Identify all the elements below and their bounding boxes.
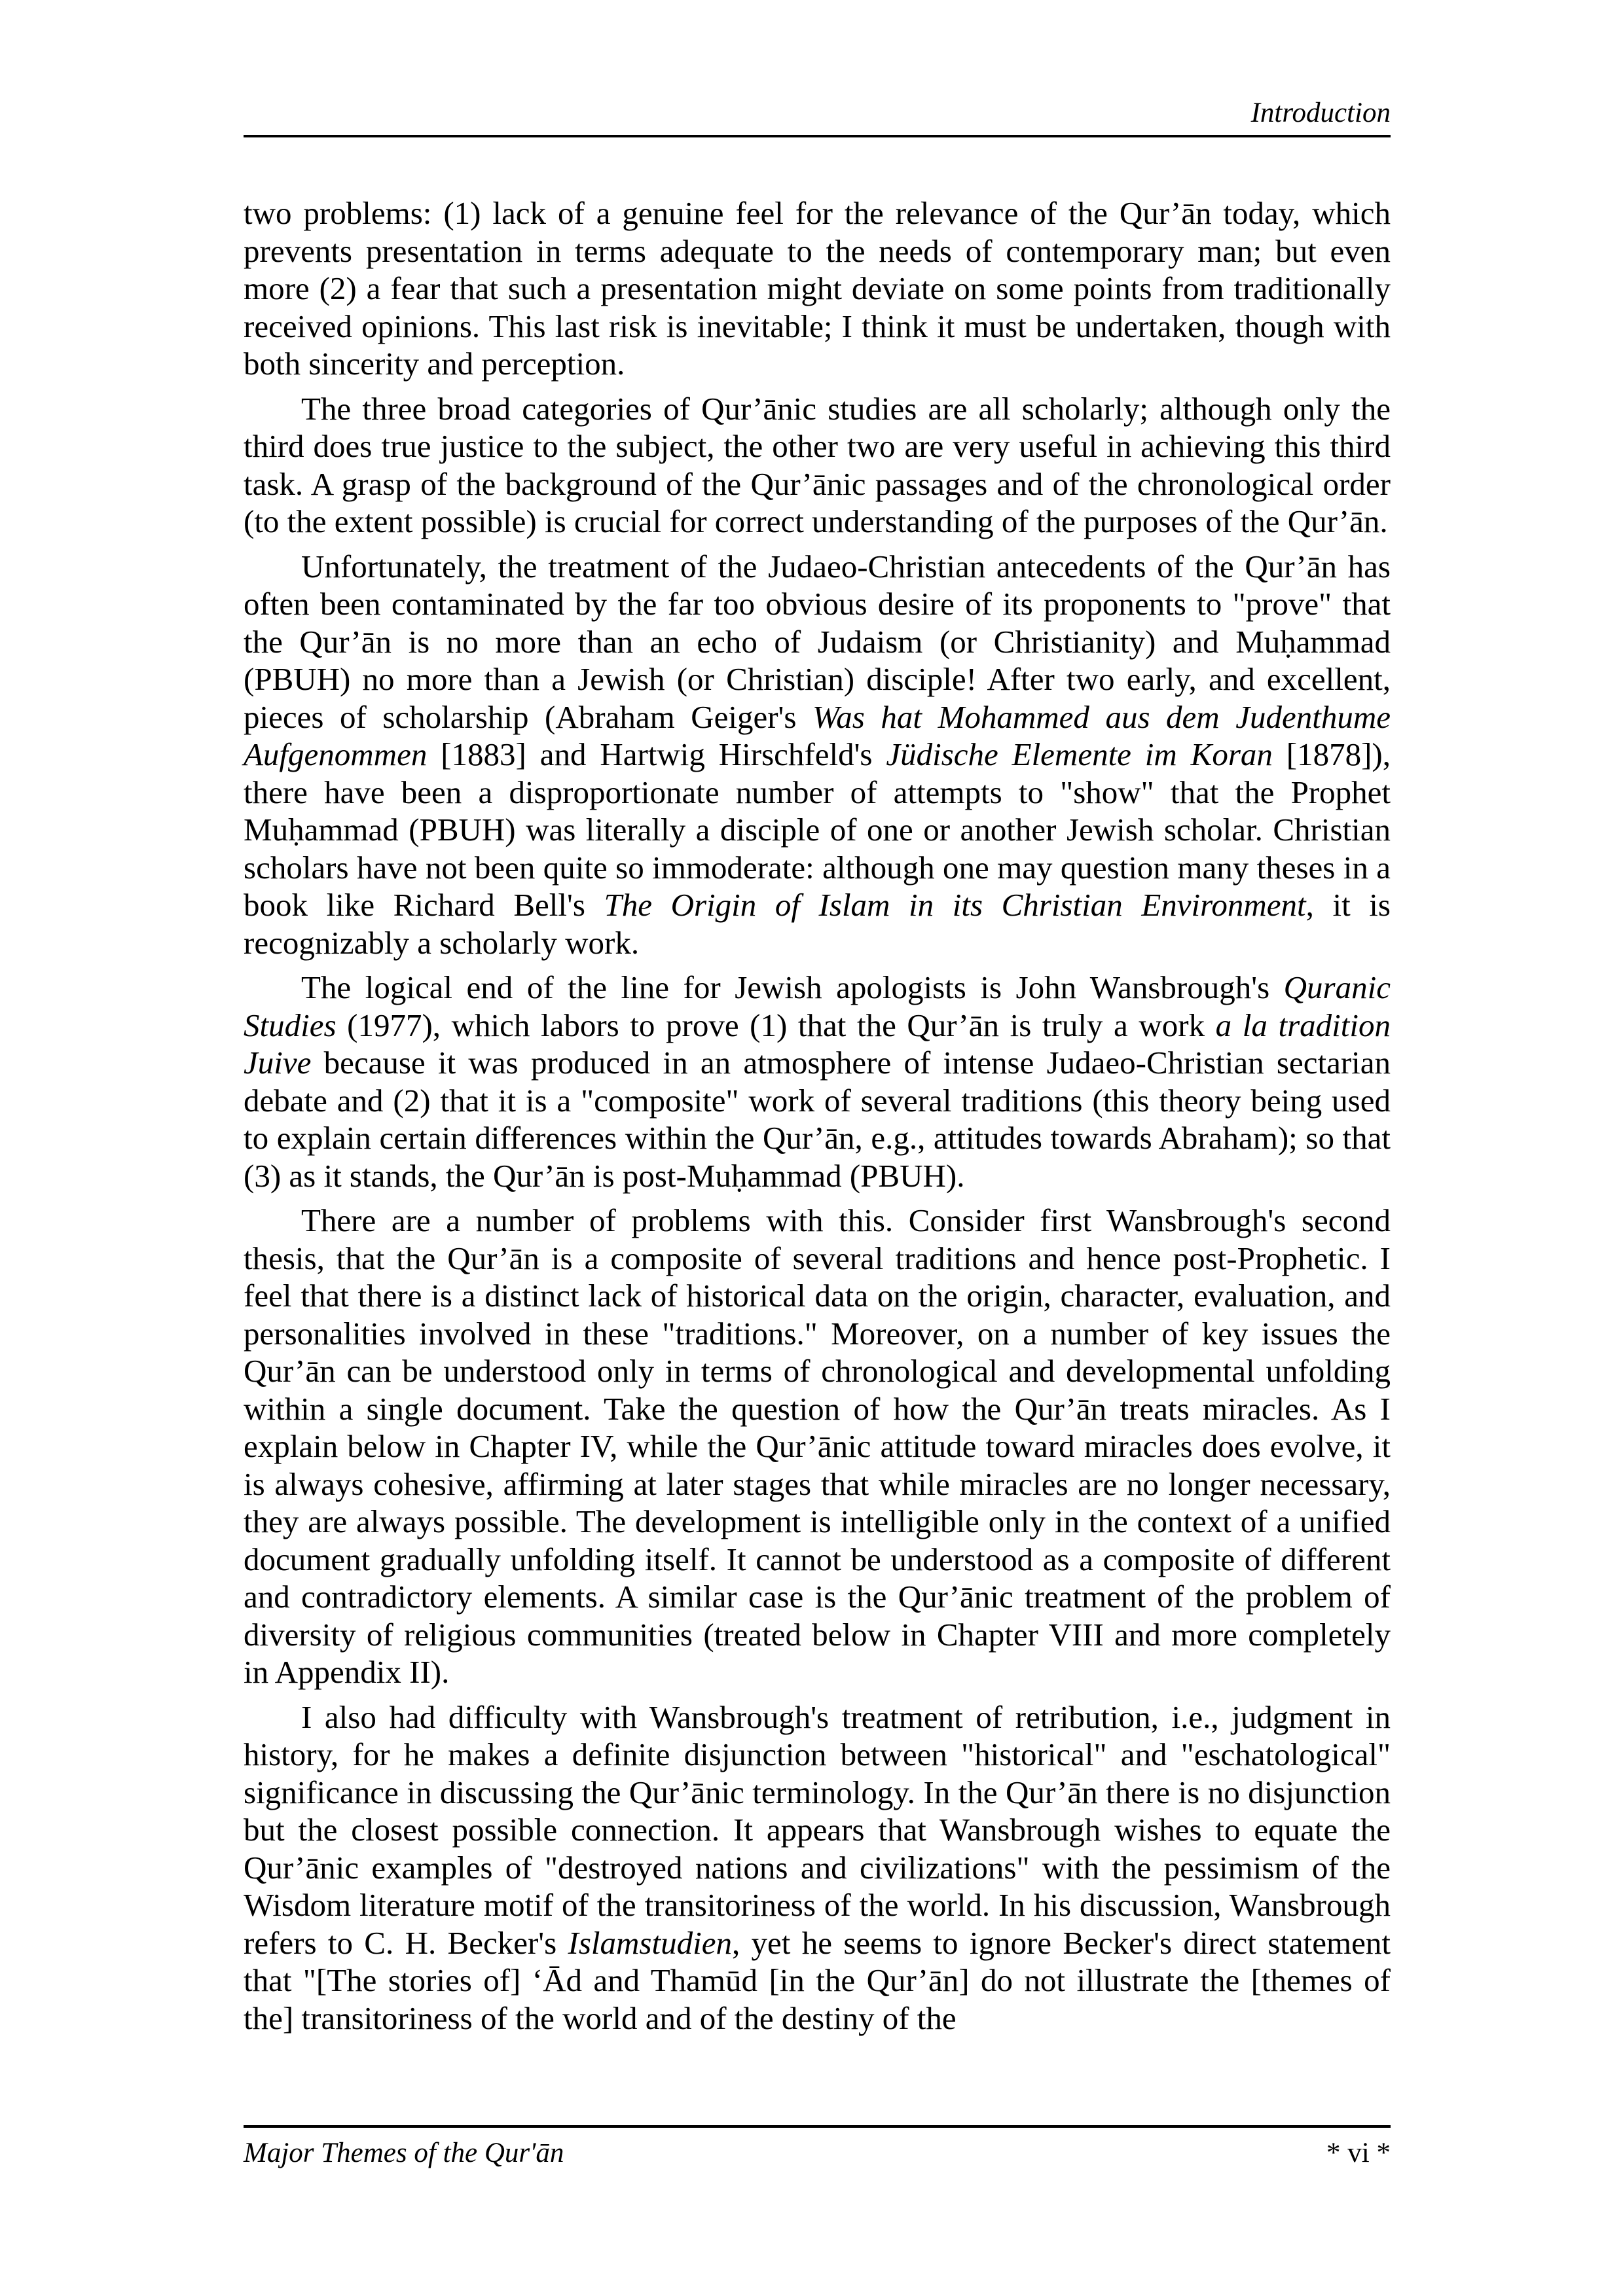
italic-title: a la tradition Juive	[244, 1007, 1391, 1081]
running-header	[244, 92, 1391, 137]
italic-title: Quranic Studies	[244, 969, 1391, 1043]
italic-title: Was hat Mohammed aus dem Judenthume Aufgenommen	[244, 698, 1391, 772]
italic-title: Islamstudien	[568, 1924, 732, 1961]
body-text	[244, 194, 1391, 2044]
paragraph: Unfortunately, the treatment of the Judaeo-Christian antecedents of the Qur’ān has often been contaminated by the far too obvious desire of its proponents to "prove" that the Qur’ān is no more than an echo of Judaism (or Christianity) and Muḥammad (PBUH) no more than a Jewish (or Christian) disciple! After two early, and excellent, pieces of scholarship (Abraham Geiger's Was hat Mohammed aus dem Judenthume Aufgenommen [1883] and Hartwig Hirschfeld's Jüdische Elemente im Koran [1878]), there have been a disproportionate number of attempts to "show" that the Prophet Muḥammad (PBUH) was literally a disciple of one or another Jewish scholar. Christian scholars have not been quite so immoderate: although one may question many theses in a book like Richard Bell's The Origin of Islam in its Christian Environment, it is recognizably a scholarly work.	[244, 548, 1391, 961]
page-number: * vi *	[1326, 2138, 1391, 2168]
paragraph: two problems: (1) lack of a genuine feel for the relevance of the Qur’ān today, which prevents presentation in terms adequate to the needs of contemporary man; but even more (2) a fear that such a presentation might deviate on some points from traditionally received opinions. This last risk is inevitable; I think it must be undertaken, though with both sincerity and perception.	[244, 195, 1391, 382]
header-title: Introduction	[1250, 98, 1391, 128]
italic-title: The Origin of Islam in its Christian Environment	[604, 887, 1306, 923]
paragraph: The three broad categories of Qur’ānic studies are all scholarly; although only the third does true justice to the subject, the other two are very useful in achieving this third task. A grasp of the background of the Qur’ānic passages and of the chronological order (to the extent possible) is crucial for correct understanding of the purposes of the Qur’ān.	[244, 390, 1391, 539]
paragraph: There are a number of problems with this. Consider first Wansbrough's second thesis, that the Qur’ān is a composite of several traditions and hence post-Prophetic. I feel that there is a distinct lack of historical data on the origin, character, evaluation, and personalities involved in these "traditions." Moreover, on a number of key issues the Qur’ān can be understood only in terms of chronological and developmental unfolding within a single document. Take the question of how the Qur’ān treats miracles. As I explain below in Chapter IV, while the Qur’ānic attitude toward miracles does evolve, it is always cohesive, affirming at later stages that while miracles are no longer necessary, they are always possible. The development is intelligible only in the context of a unified document gradually unfolding itself. It cannot be understood as a composite of different and contradictory elements. A similar case is the Qur’ānic treatment of the problem of diversity of religious communities (treated below in Chapter VIII and more completely in Appendix II).	[244, 1202, 1391, 1690]
paragraph: The logical end of the line for Jewish apologists is John Wansbrough's Quranic Studies (1977), which labors to prove (1) that the Qur’ān is truly a work a la tradition Juive because it was produced in an atmosphere of intense Judaeo-Christian sectarian debate and (2) that it is a "composite" work of several traditions (this theory being used to explain certain differences within the Qur’ān, e.g., attitudes towards Abraham); so that (3) as it stands, the Qur’ān is post-Muḥammad (PBUH).	[244, 969, 1391, 1194]
paragraph: I also had difficulty with Wansbrough's treatment of retribution, i.e., judgment in history, for he makes a definite disjunction between "historical" and "eschatological" significance in discussing the Qur’ānic terminology. In the Qur’ān there is no disjunction but the closest possible connection. It appears that Wansbrough wishes to equate the Qur’ānic examples of "destroyed nations and civilizations" with the pessimism of the Wisdom literature motif of the transitoriness of the world. In his discussion, Wansbrough refers to C. H. Becker's Islamstudien, yet he seems to ignore Becker's direct statement that "[The stories of] ‘Ād and Thamūd [in the Qur’ān] do not illustrate the [themes of the] transitoriness of the world and of the destiny of the	[244, 1698, 1391, 2036]
italic-title: Jüdische Elemente im Koran	[886, 736, 1273, 772]
footer-book-title: Major Themes of the Qur'ān	[244, 2138, 564, 2168]
page-footer	[244, 2125, 1391, 2168]
